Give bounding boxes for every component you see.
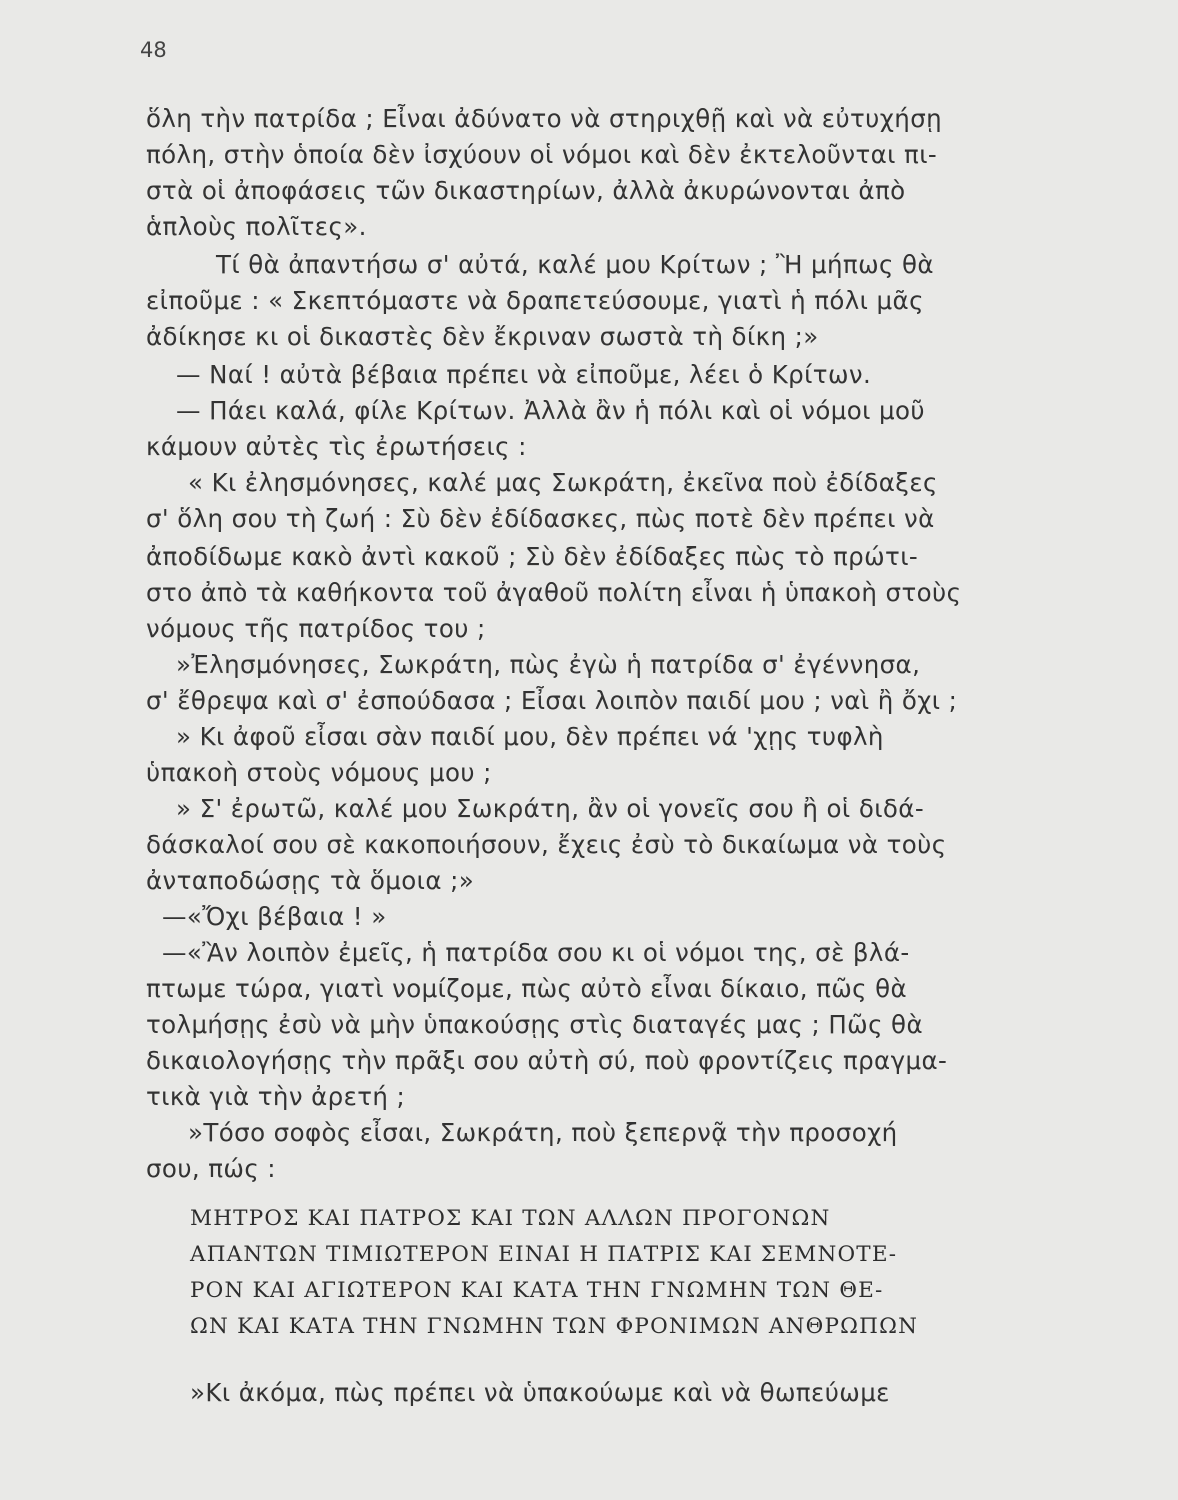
text-line: πόλη, στὴν ὁποία δὲν ἰσχύουν οἱ νόμοι καὶ δὲν ἐκτελοῦνται πι- <box>146 140 938 169</box>
text-line: πτωμε τώρα, γιατὶ νομίζομε, πὼς αὐτὸ εἶναι δίκαιο, πῶς θὰ <box>146 974 908 1003</box>
text-line: » Σ' ἐρωτῶ, καλέ μου Σωκράτη, ἂν οἱ γονεῖς σου ἢ οἱ διδά- <box>176 794 925 823</box>
text-line: ἀνταποδώσῃς τὰ ὅμοια ;» <box>146 866 475 895</box>
text-line: δικαιολογήσῃς τὴν πρᾶξι σου αὐτὴ σύ, ποὺ φροντίζεις πραγμα- <box>146 1046 948 1075</box>
text-line: κάμουν αὐτὲς τὶς ἐρωτήσεις : <box>146 432 527 461</box>
text-line: » Κι ἀφοῦ εἶσαι σὰν παιδί μου, δὲν πρέπει νά 'χῃς τυφλὴ <box>176 722 884 751</box>
text-line: « Κι ἐλησμόνησες, καλέ μας Σωκράτη, ἐκεῖνα ποὺ ἐδίδαξες <box>188 468 938 497</box>
text-line: — Ναί ! αὐτὰ βέβαια πρέπει νὰ εἰποῦμε, λέει ὁ Κρίτων. <box>176 360 872 389</box>
text-line: εἰποῦμε : « Σκεπτόμαστε νὰ δραπετεύσουμε, γιατὶ ἡ πόλι μᾶς <box>146 286 924 315</box>
text-line: στο ἀπὸ τὰ καθήκοντα τοῦ ἀγαθοῦ πολίτη εἶναι ἡ ὑπακοὴ στοὺς <box>146 578 962 607</box>
text-line: —«Ὄχι βέβαια ! » <box>162 902 387 931</box>
quote-line: ΡΟΝ ΚΑΙ ΑΓΙΩΤΕΡΟΝ ΚΑΙ ΚΑΤΑ ΤΗΝ ΓΝΩΜΗΝ ΤΩΝ ΘΕ- <box>190 1278 884 1303</box>
text-line: σου, πώς : <box>146 1154 276 1183</box>
text-line: ἁπλοὺς πολῖτες». <box>146 212 367 241</box>
text-line: »Τόσο σοφὸς εἶσαι, Σωκράτη, ποὺ ξεπερνᾷ τὴν προσοχή <box>188 1118 898 1147</box>
text-line: Τί θὰ ἀπαντήσω σ' αὐτά, καλέ μου Κρίτων ; Ἢ μήπως θὰ <box>216 250 934 279</box>
text-line: σ' ἔθρεψα καὶ σ' ἐσπούδασα ; Εἶσαι λοιπὸν παιδί μου ; ναὶ ἢ ὄχι ; <box>146 686 958 715</box>
quote-line: ΩΝ ΚΑΙ ΚΑΤΑ ΤΗΝ ΓΝΩΜΗΝ ΤΩΝ ΦΡΟΝΙΜΩΝ ΑΝΘΡΩΠΩΝ <box>190 1314 919 1339</box>
quote-line: ΑΠΑΝΤΩΝ ΤΙΜΙΩΤΕΡΟΝ ΕΙΝΑΙ Η ΠΑΤΡΙΣ ΚΑΙ ΣΕΜΝΟΤΕ- <box>190 1242 898 1267</box>
text-line: —«Ἂν λοιπὸν ἐμεῖς, ἡ πατρίδα σου κι οἱ νόμοι της, σὲ βλά- <box>162 938 910 967</box>
text-line: δάσκαλοί σου σὲ κακοποιήσουν, ἔχεις ἐσὺ τὸ δικαίωμα νὰ τοὺς <box>146 830 947 859</box>
text-line: ὅλη τὴν πατρίδα ; Εἶναι ἀδύνατο νὰ στηριχθῇ καὶ νὰ εὐτυχήσῃ <box>146 104 943 133</box>
text-line: ὑπακοὴ στοὺς νόμους μου ; <box>146 758 492 787</box>
text-line: ἀδίκησε κι οἱ δικαστὲς δὲν ἔκριναν σωστὰ τὴ δίκη ;» <box>146 322 819 351</box>
text-line: τικὰ γιὰ τὴν ἀρετή ; <box>146 1082 406 1111</box>
text-line: »Ἐλησμόνησες, Σωκράτη, πὼς ἐγὼ ἡ πατρίδα σ' ἐγέννησα, <box>176 650 921 679</box>
text-line: »Κι ἀκόμα, πὼς πρέπει νὰ ὑπακούωμε καὶ νὰ θωπεύωμε <box>190 1378 890 1407</box>
text-line: τολμήσῃς ἐσὺ νὰ μὴν ὑπακούσῃς στὶς διαταγές μας ; Πῶς θὰ <box>146 1010 923 1039</box>
text-line: στὰ οἱ ἀποφάσεις τῶν δικαστηρίων, ἀλλὰ ἀκυρώνονται ἀπὸ <box>146 176 906 205</box>
page-number: 48 <box>140 38 167 62</box>
text-line: — Πάει καλά, φίλε Κρίτων. Ἀλλὰ ἂν ἡ πόλι καὶ οἱ νόμοι μοῦ <box>176 396 925 425</box>
text-line: σ' ὅλη σου τὴ ζωή : Σὺ δὲν ἐδίδασκες, πὼς ποτὲ δὲν πρέπει νὰ <box>146 504 935 533</box>
text-line: νόμους τῆς πατρίδος του ; <box>146 614 486 643</box>
quote-line: ΜΗΤΡΟΣ ΚΑΙ ΠΑΤΡΟΣ ΚΑΙ ΤΩΝ ΑΛΛΩΝ ΠΡΟΓΟΝΩΝ <box>190 1206 831 1231</box>
text-line: ἀποδίδωμε κακὸ ἀντὶ κακοῦ ; Σὺ δὲν ἐδίδαξες πὼς τὸ πρώτι- <box>146 542 919 571</box>
